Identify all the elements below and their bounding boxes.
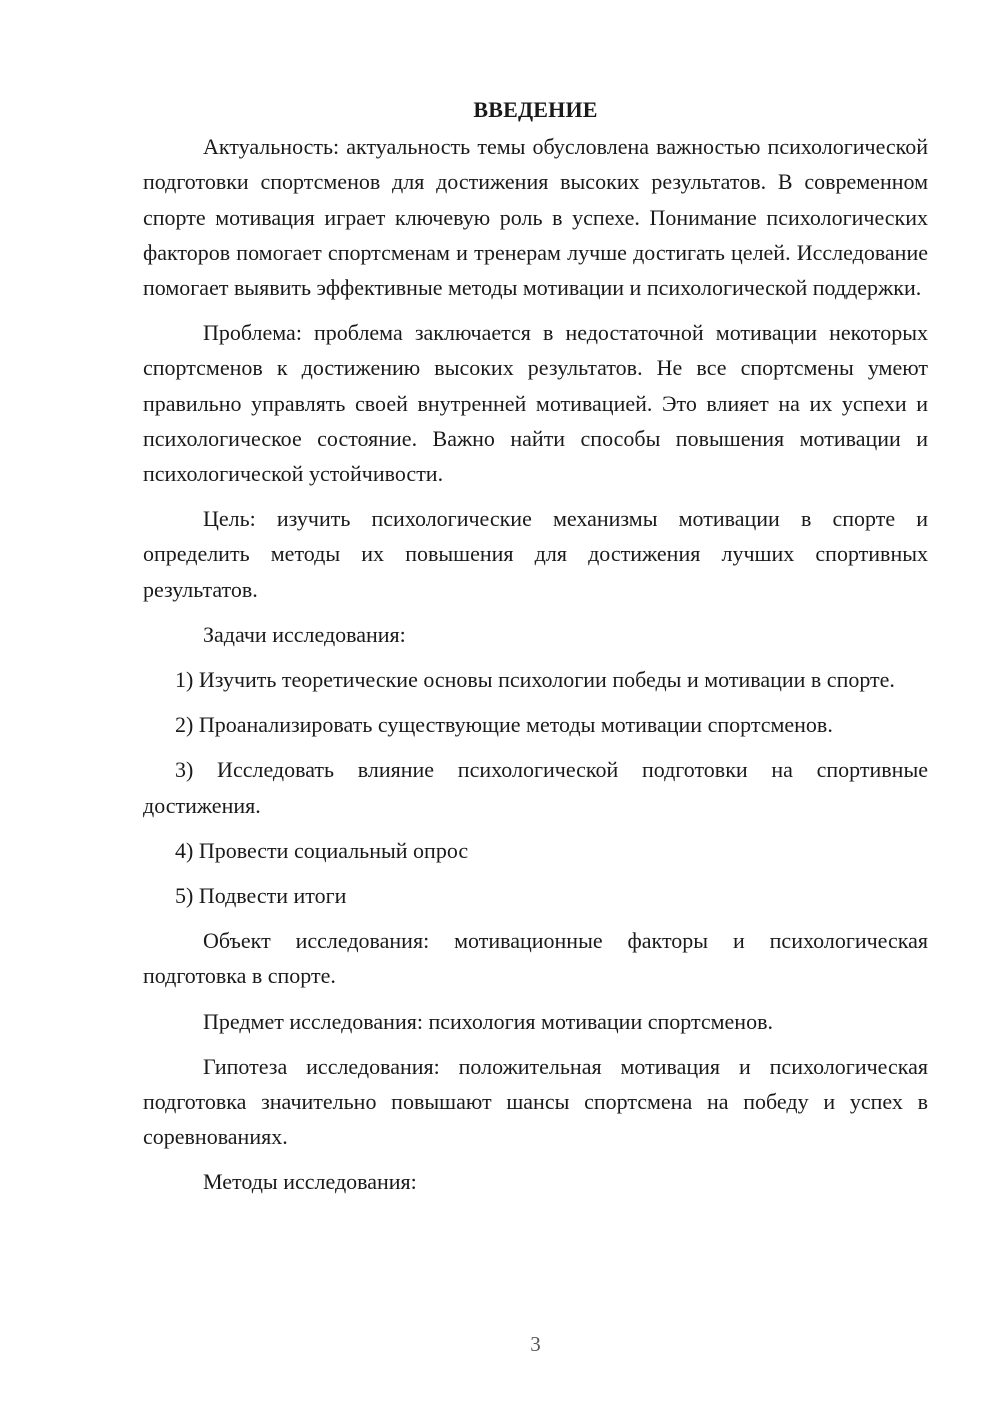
methods-heading: Методы исследования: — [203, 1169, 417, 1195]
paragraph-goal: Цель: изучить психологические механизмы мотивации в спорте и определить методы их повышения для достижения лучших спортивных результатов. — [143, 506, 928, 602]
page-content — [143, 92, 928, 1210]
page-number: 3 — [530, 1332, 541, 1356]
tasks-heading: Задачи исследования: — [203, 621, 406, 647]
paragraph-relevance: Актуальность: актуальность темы обусловлена важностью психологической подготовки спортсменов для достижения высоких результатов. В современном спорте мотивация играет ключевую роль в успехе. Понимание психологических факторов помогает спортсменам и тренерам лучше достигать целей. Исследование помогает выявить эффективные методы мотивации и психологической поддержки. — [143, 134, 928, 301]
task-item-1: 1) Изучить теоретические основы психологии победы и мотивации в спорте. — [175, 667, 895, 693]
task-item-5: 5) Подвести итоги — [175, 883, 347, 909]
task-item-3: 3) Исследовать влияние психологической подготовки на спортивные достижения. — [143, 757, 928, 818]
paragraph-problem: Проблема: проблема заключается в недостаточной мотивации некоторых спортсменов к достижению высоких результатов. Не все спортсмены умеют правильно управлять своей внутренней мотивацией. Это влияет на их успехи и психологическое состояние. Важно найти способы повышения мотивации и психологической устойчивости. — [143, 320, 928, 487]
task-item-2: 2) Проанализировать существующие методы мотивации спортсменов. — [175, 712, 833, 738]
section-title: ВВЕДЕНИЕ — [473, 97, 598, 122]
task-item-4: 4) Провести социальный опрос — [175, 837, 469, 863]
paragraph-object: Объект исследования: мотивационные факторы и психологическая подготовка в спорте. — [143, 928, 928, 989]
paragraph-hypothesis: Гипотеза исследования: положительная мотивация и психологическая подготовка значительно повышают шансы спортсмена на победу и успех в соревнованиях. — [143, 1053, 928, 1150]
paragraph-subject: Предмет исследования: психология мотивации спортсменов. — [203, 1008, 773, 1034]
